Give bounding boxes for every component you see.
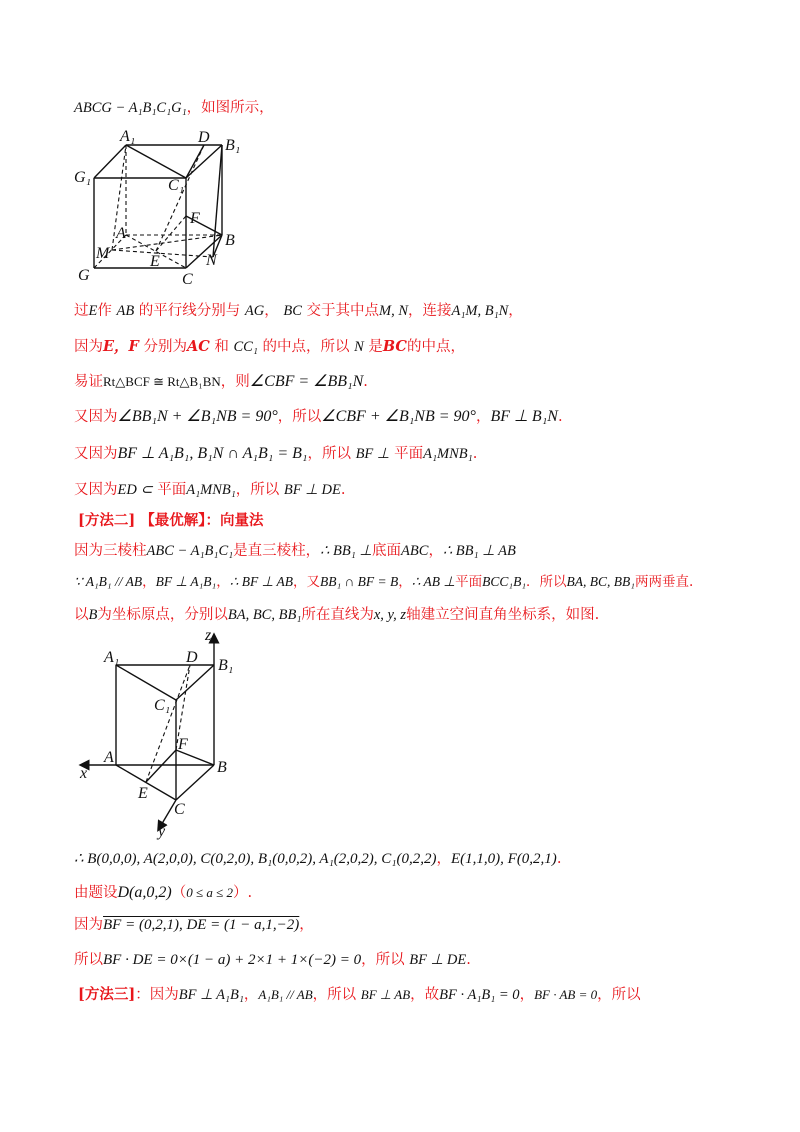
label-C1: C₁	[154, 697, 171, 714]
label-E: E	[150, 253, 160, 270]
label-D: D	[186, 649, 198, 666]
coordinates-line: ∴ B(0,0,0), A(2,0,0), C(0,2,0), B₁(0,0,2), A₁(2,0,2), C₁(0,2,2)，E(1,1,0), F(0,2,1).	[74, 851, 562, 867]
label-G1: G₁	[74, 169, 92, 186]
proof-line-2: 因为E，F 分别为AC 和 CC₁ 的中点，所以 N 是BC的中点，	[74, 338, 465, 355]
label-F: F	[178, 736, 188, 753]
label-F: F	[190, 210, 200, 227]
intro-text: ，如图所示，	[186, 100, 274, 116]
label-B1: B₁	[218, 657, 234, 674]
label-B: B	[225, 232, 235, 249]
intro-line	[74, 97, 274, 119]
label-C1: C₁	[168, 177, 185, 194]
figure-coordinate-prism	[76, 630, 246, 840]
label-B: B	[217, 759, 227, 776]
label-A: A	[104, 749, 114, 766]
proof-line-1: 过E作 AB 的平行线分别与 AG， BC 交于其中点M, N，连接A₁M, B₁N，	[74, 303, 523, 319]
axis-label-z: z	[205, 630, 212, 644]
method-three-line: [方法三]：因为BF ⊥ A₁B₁，A₁B₁ // AB，所以 BF ⊥ AB，故BF · A₁B₁ = 0，BF · AB = 0，所以	[78, 986, 641, 1003]
proof-line-5: 又因为BF ⊥ A₁B₁, B₁N ∩ A₁B₁ = B₁，所以 BF ⊥ 平面A₁MNB₁.	[74, 445, 478, 462]
proof-line-6: 又因为ED ⊂ 平面A₁MNB₁，所以 BF ⊥ DE.	[74, 482, 346, 498]
label-M: M	[96, 245, 110, 262]
prism-name: ABCG − A₁B₁C₁G₁	[74, 100, 187, 116]
label-E: E	[138, 785, 148, 802]
vector-line-2: ∵ A₁B₁ // AB，BF ⊥ A₁B₁，∴ BF ⊥ AB，又BB₁ ∩ BF = B，∴ AB ⊥平面BCC₁B₁．所以BA, BC, BB₁两两垂直.	[74, 574, 694, 590]
label-D: D	[198, 130, 210, 146]
assume-D-line: 由题设D(a,0,2)（0 ≤ a ≤ 2）.	[74, 884, 253, 901]
vector-line-3: 以B为坐标原点，分别以BA, BC, BB₁所在直线为x, y, z轴建立空间直角坐标系，如图.	[74, 607, 600, 623]
label-C: C	[174, 801, 185, 818]
label-C: C	[182, 271, 193, 288]
label-N: N	[206, 252, 217, 269]
label-A1: A₁	[120, 130, 136, 145]
dot-product-line: 所以BF · DE = 0×(1 − a) + 2×1 + 1×(−2) = 0，所以 BF ⊥ DE.	[74, 952, 471, 968]
axis-label-y: y	[158, 823, 166, 840]
proof-line-4: 又因为∠BB₁N + ∠B₁NB = 90°，所以∠CBF + ∠B₁NB = 90°，BF ⊥ B₁N.	[74, 408, 563, 425]
method-two-heading: [方法二] 【最优解】：向量法	[78, 512, 264, 529]
vectors-line: 因为BF = (0,2,1), DE = (1 − a,1,−2)，	[74, 917, 314, 933]
label-G: G	[78, 267, 90, 284]
figure-cube	[72, 130, 272, 290]
label-A1: A₁	[104, 649, 120, 666]
axis-label-x: x	[80, 765, 88, 782]
label-A: A	[116, 225, 126, 242]
proof-line-3: 易证Rt△BCF ≅ Rt△B₁BN，则∠CBF = ∠BB₁N.	[74, 373, 368, 390]
vector-line-1: 因为三棱柱ABC − A₁B₁C₁是直三棱柱，∴ BB₁ ⊥底面ABC，∴ BB₁ ⊥ AB	[74, 543, 516, 559]
label-B1: B₁	[225, 137, 241, 154]
